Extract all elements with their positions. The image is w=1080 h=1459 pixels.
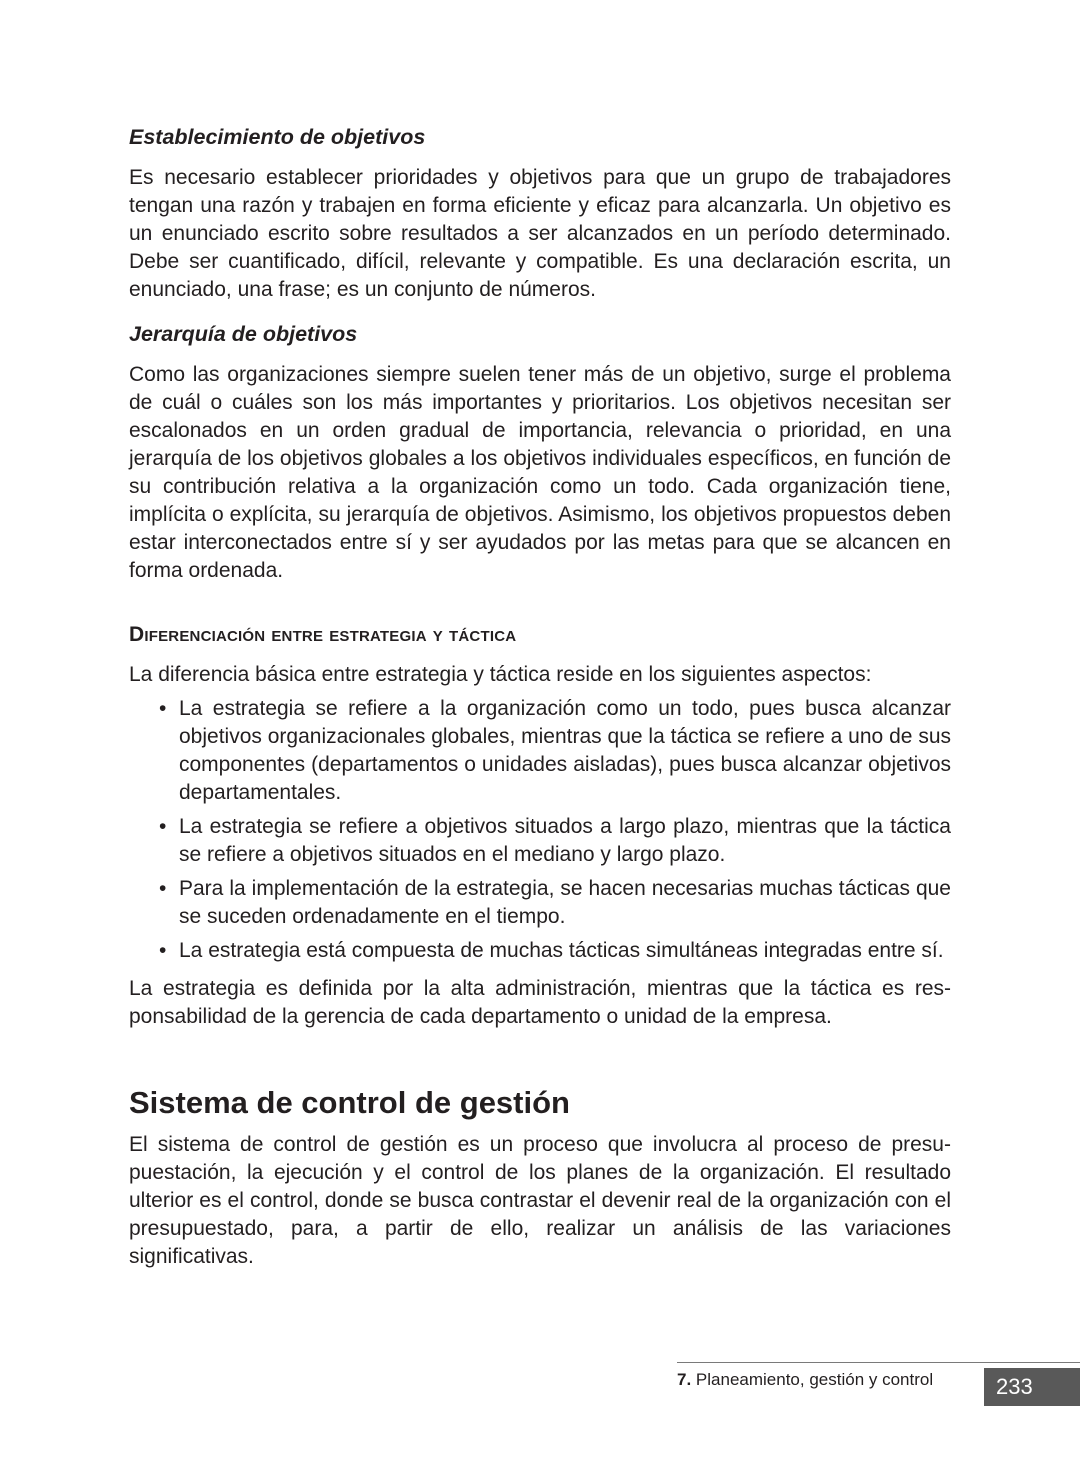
heading-diferenciacion: Diferenciación entre estrategia y táctica bbox=[129, 623, 517, 646]
list-item bbox=[159, 875, 951, 931]
bullet-icon: • bbox=[159, 815, 167, 838]
paragraph-sistema-de-control: El sistema de control de gestión es un proceso que involucra al proceso de presupuestación, la ejecución y el control de los planes de la organización. El resultado ulterior es el control, donde se busca contrastar el devenir real de la organización con el presupuestado, para, a partir de ello, realizar un análisis de las variaciones significativas. bbox=[129, 1133, 951, 1268]
list-item-text: La estrategia se refiere a la organización como un todo, pues busca alcanzar objetivos organizacionales globales, mientras que la táctica se refiere a uno de sus componentes (departamentos o unidades aisladas), pues busca alcanzar objetivos departamentales. bbox=[179, 697, 951, 804]
footer-divider bbox=[677, 1362, 1080, 1363]
bullet-icon: • bbox=[159, 877, 167, 900]
paragraph-establecimiento: Es necesario establecer prioridades y objetivos para que un grupo de trabajadores tengan una razón y trabajen en forma eficiente y eficaz para alcanzarla. Un objetivo es un enunciado escrito sobre resultados a ser alcanzados en un período determinado. Debe ser cuantificado, difícil, relevante y compatible. Es una declaración escrita, un enunciado, una frase; es un conjunto de números. bbox=[129, 166, 951, 301]
chapter-number: 7. bbox=[677, 1370, 692, 1389]
list-item-text: La estrategia se refiere a objetivos situados a largo plazo, mientras que la táctica se refiere a objetivos situados en el mediano y largo plazo. bbox=[179, 815, 951, 866]
list-item-text: Para la implementación de la estrategia, se hacen necesarias muchas tácticas que se suceden ordenadamente en el tiempo. bbox=[179, 877, 951, 928]
bullet-icon: • bbox=[159, 697, 167, 720]
list-item-text: La estrategia está compuesta de muchas tácticas simultáneas integradas entre sí. bbox=[179, 939, 944, 962]
paragraph-diferencia-intro: La diferencia básica entre estrategia y táctica reside en los siguientes aspectos: bbox=[129, 663, 872, 686]
list-item bbox=[159, 695, 951, 807]
list-item bbox=[159, 813, 951, 869]
page-content bbox=[129, 123, 951, 1271]
paragraph-jerarquia: Como las organizaciones siempre suelen tener más de un objetivo, surge el problema de cuál o cuáles son los más importantes y prioritarios. Los objetivos necesitan ser escalonados en un orden gradual de importancia, relevancia o prioridad, en una jerarquía de los objetivos globales a los objetivos individuales específicos, en función de su contribución relativa a la organización como un todo. Cada organización tiene, implícita o explícita, su jerarquía de objetivos. Asimismo, los objetivos propuestos deben estar interconectados entre sí y ser ayudados por las metas para que se alcancen en forma ordenada. bbox=[129, 363, 951, 582]
footer-chapter-title bbox=[677, 1369, 933, 1391]
list-item bbox=[159, 937, 951, 965]
page-number: 233 bbox=[984, 1368, 1080, 1406]
section-title-sistema-de-control: Sistema de control de gestión bbox=[129, 1085, 570, 1120]
heading-jerarquia-de-objetivos: Jerarquía de objetivos bbox=[129, 322, 358, 346]
chapter-title: Planeamiento, gestión y control bbox=[695, 1370, 934, 1389]
bullet-icon: • bbox=[159, 939, 167, 962]
paragraph-estrategia-definida: La estrategia es definida por la alta administración, mientras que la táctica es responsabilidad de la gerencia de cada departamento o unidad de la empresa. bbox=[129, 977, 951, 1028]
page-footer bbox=[677, 1362, 1080, 1406]
heading-establecimiento-de-objetivos: Establecimiento de objetivos bbox=[129, 125, 426, 149]
bullet-list-estrategia-tactica bbox=[129, 695, 951, 965]
